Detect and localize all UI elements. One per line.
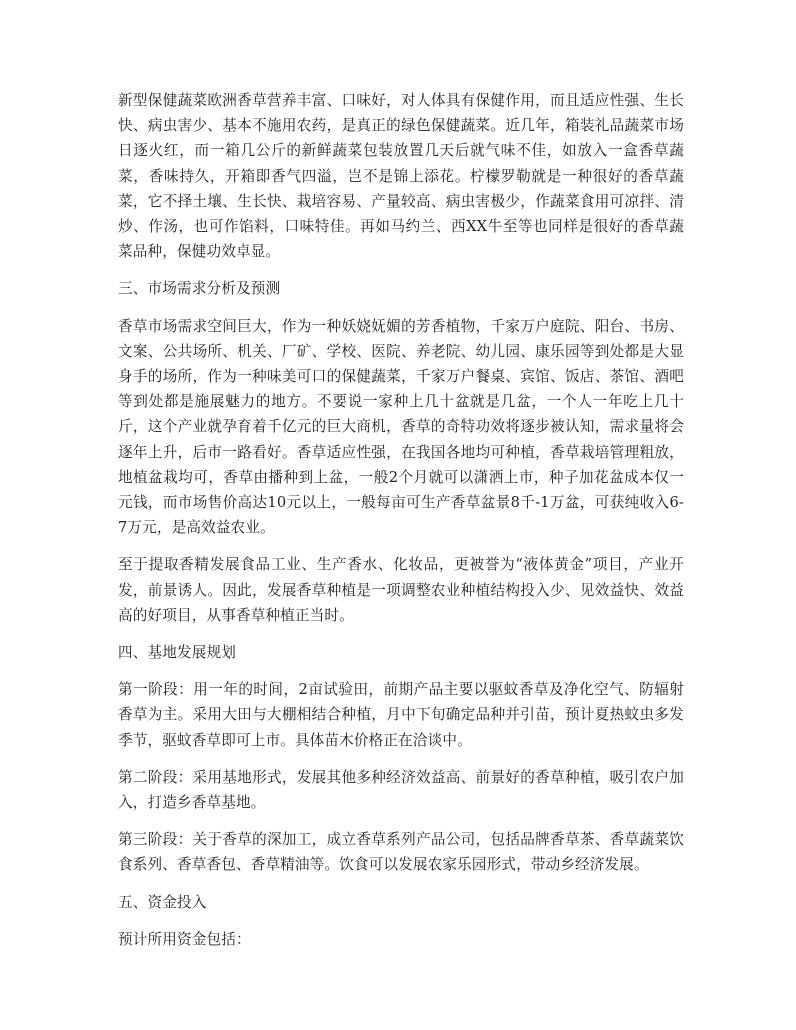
paragraph-stage-two: 第二阶段：采用基地形式，发展其他多种经济效益高、前景好的香草种植，吸引农户加入，打造乡香草基地。 — [118, 768, 684, 812]
section-heading-market-demand: 三、市场需求分析及预测 — [118, 280, 281, 298]
paragraph-health-vegetables: 新型保健蔬菜欧洲香草营养丰富、口味好，对人体具有保健作用，而且适应性强、生长快、病虫害少、基本不施用农药，是真正的绿色保健蔬菜。近几年，箱装礼品蔬菜市场日逐火红，而一箱几公斤的新鲜蔬菜包装放置几天后就气味不佳，如放入一盒香草蔬菜，香味持久，开箱即香气四溢，岂不是锦上添花。柠檬罗勒就是一种很好的香草蔬菜，它不择土壤、生长快、栽培容易、产量较高、病虫害极少，作蔬菜食用可凉拌、清炒、作汤，也可作馅料，口味特佳。再如马约兰、西XX牛至等也同样是很好的香草蔬菜品种，保健功效卓显。 — [118, 92, 684, 261]
paragraph-stage-three: 第三阶段：关于香草的深加工，成立香草系列产品公司，包括品牌香草茶、香草蔬菜饮食系列、香草香包、香草精油等。饮食可以发展农家乐园形式，带动乡经济发展。 — [118, 831, 684, 874]
paragraph-capital-intro: 预计所用资金包括： — [118, 930, 251, 948]
document-body — [118, 88, 684, 964]
section-heading-base-plan: 四、基地发展规划 — [118, 644, 236, 662]
section-heading-capital: 五、资金投入 — [118, 893, 207, 911]
paragraph-essential-oil: 至于提取香精发展食品工业、生产香水、化妆品，更被誉为“液体黄金”项目，产业开发，前景诱人。因此，发展香草种植是一项调整农业种植结构投入少、见效益快、效益高的好项目，从事香草种植正当时。 — [118, 556, 684, 624]
paragraph-market-demand: 香草市场需求空间巨大，作为一种妖娆妩媚的芳香植物，千家万户庭院、阳台、书房、文案、公共场所、机关、厂矿、学校、医院、养老院、幼儿园、康乐园等到处都是大显身手的场所，作为一种味美可口的保健蔬菜，千家万户餐桌、宾馆、饭店、茶馆、酒吧等到处都是施展魅力的地方。不要说一家种上几十盆就是几盆，一个人一年吃上几十斤，这个产业就孕育着千亿元的巨大商机，香草的奇特功效将逐步被认知，需求量将会逐年上升，后市一路看好。香草适应性强，在我国各地均可种植，香草栽培管理粗放，地植盆栽均可，香草由播种到上盆，一般2个月就可以潇洒上市，种子加花盆成本仅一元钱，而市场售价高达10元以上，一般每亩可生产香草盆景8千-1万盆，可获纯收入6-7万元，是高效益农业。 — [118, 317, 684, 537]
paragraph-stage-one: 第一阶段：用一年的时间，2亩试验田，前期产品主要以驱蚊香草及净化空气、防辐射香草为主。采用大田与大棚相结合种植，月中下旬确定品种并引苗，预计夏热蚊虫多发季节，驱蚊香草即可上市。具体苗木价格正在洽谈中。 — [118, 681, 684, 749]
